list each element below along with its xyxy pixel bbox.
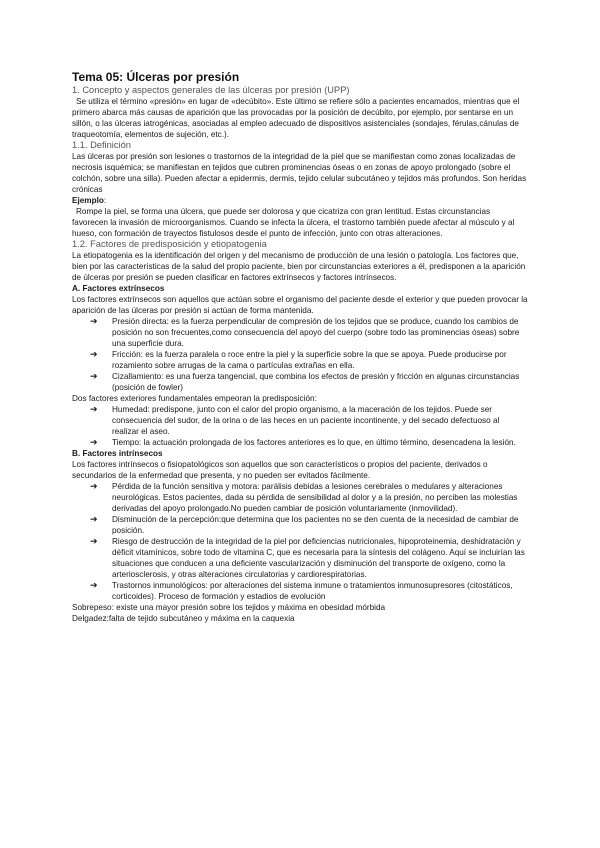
list-item-text: Trastornos inmunológicos: por alteraciones del sistema inmune o tratamientos inmunosupresores (citostáticos, corticoides). Proceso de formación y estadios de evolución: [112, 581, 513, 601]
list-item-text: Disminución de la percepción:que determina que los pacientes no se den cuenta de la necesidad de cambiar de posición.: [112, 515, 519, 535]
definition-paragraph: Las úlceras por presión son lesiones o trastornos de la integridad de la piel que se manifiestan como zonas localizadas de necrosis isquémica; se manifiestan en tejidos que cubren prominencias óseas o en zonas de apoyo prolongado (sobre el colchón, sobre una silla). Pueden afectar a epidermis, dermis, tejido celular subcutáneo y tejidos más profundos. Son heridas crónicas: [72, 152, 527, 194]
arrow-icon: ➔: [90, 580, 98, 590]
sobrepeso-line: Sobrepeso: existe una mayor presión sobre los tejidos y máxima en obesidad mórbida: [72, 603, 386, 612]
extrinsic-list: [72, 316, 528, 393]
intrinsic-list: [72, 481, 528, 602]
list-item: [90, 580, 528, 602]
list-item-text: Tiempo: la actuación prolongada de los factores anteriores es lo que, en último término, desencadena la lesión.: [112, 438, 516, 447]
example-label-line: [72, 195, 528, 206]
etiopathogenesis-paragraph: La etiopatogenia es la identificación del origen y del mecanismo de producción de una lesión o patología. Los factores que, bien por las características de la salud del propio paciente, bien por circunstancias exteriores a él, predisponen a la aparición de úlceras por presión se pueden clasificar en factores extrínsecos y factores intrínsecos.: [72, 251, 526, 282]
section-heading: 1. Concepto y aspectos generales de las úlceras por presión (UPP): [72, 85, 350, 95]
arrow-icon: ➔: [90, 316, 98, 326]
list-item: [90, 316, 528, 349]
arrow-icon: ➔: [90, 481, 98, 491]
list-item-text: Presión directa: es la fuerza perpendicular de compresión de los tejidos que se produce, cuando los cambios de posición no son frecuentes,como consecuencia del apoyo del cuerpo (sobre todo las prominencias óseas) sobre una superficie dura.: [112, 317, 520, 348]
extrinsic-heading: A. Factores extrínsecos: [72, 284, 165, 293]
list-item-text: Riesgo de destrucción de la integridad de la piel por deficiencias nutricionales, hipoproteinemia, deshidratación y déficit vitamínicos, sobre todo de vitamina C, que es necesaria para la síntesis del colágeno. Aquí se incluirían las situaciones que conducen a una deficiente vascularización y disminución del transporte de oxígeno, como la arteriosclerosis, y otras alteraciones circulatorias y cardiorespiratorias.: [112, 537, 525, 579]
example-colon: :: [103, 196, 107, 205]
arrow-icon: ➔: [90, 371, 98, 381]
exterior-factors-paragraph: Dos factores exteriores fundamentales empeoran la predisposición:: [72, 394, 317, 403]
exterior-factors-list: [72, 404, 528, 448]
list-item-text: Pérdida de la función sensitiva y motora: parálisis debidas a lesiones cerebrales o medulares y alteraciones neurológicas. Estos pacientes, dada su pérdida de sensibilidad al dolor y a la presión, no perciben las molestias derivadas del apoyo prolongado.No pueden cambiar de posición voluntariamente (inmovilidad).: [112, 482, 518, 513]
list-item: [90, 536, 528, 580]
intro-paragraph: Se utiliza el término «presión» en lugar de «decúbito». Este último se refiere sólo a pacientes encamados, mientras que el primero abarca más causas de aparición que las provocadas por la posición de decúbito, por ejemplo, por sentarse en un sillón, o las úlceras iatrogénicas, asociadas al empleo adecuado de dispositivos asistenciales (sondajes, férulas,cánulas de traqueotomía, elementos de sujeción, etc.).: [72, 97, 520, 139]
list-item: [90, 404, 528, 437]
list-item-text: Fricción: es la fuerza paralela o roce entre la piel y la superficie sobre la que se apoya. Puede producirse por rozamiento sobre arrugas de la cama o partículas extrañas en ella.: [112, 350, 507, 370]
example-paragraph: Rompe la piel, se forma una úlcera, que puede ser dolorosa y que cicatriza con gran lentitud. Estas circunstancias favorecen la invasión de microorganismos. Cuando se infecta la úlcera, el trastorno también puede afectar al músculo y al hueso, con formación de trayectos fistulosos desde el punto de infección, junto con otras alteraciones.: [72, 207, 515, 238]
arrow-icon: ➔: [90, 349, 98, 359]
intrinsic-heading: B. Factores intrínsecos: [72, 449, 163, 458]
list-item-text: Cizallamiento: es una fuerza tangencial, que combina los efectos de presión y fricción en algunas circunstancias (posición de fowler): [112, 372, 520, 392]
arrow-icon: ➔: [90, 437, 98, 447]
list-item: [90, 437, 528, 448]
page-title: Tema 05: Úlceras por presión: [72, 70, 240, 84]
example-label: Ejemplo: [72, 196, 104, 205]
arrow-icon: ➔: [90, 536, 98, 546]
arrow-icon: ➔: [90, 404, 98, 414]
list-item: [90, 349, 528, 371]
subsection-heading-definition: 1.1. Definición: [72, 140, 131, 150]
list-item: [90, 514, 528, 536]
delgadez-line: Delgadez:falta de tejido subcutáneo y máxima en la caquexia: [72, 614, 295, 623]
list-item-text: Humedad: predispone, junto con el calor del propio organismo, a la maceración de los tejidos. Puede ser consecuencia del sudor, de la orina o de las heces en un paciente incontinente, y del secado defectuoso al realizar el aseo.: [112, 405, 500, 436]
intrinsic-paragraph: Los factores intrínsecos o fisiopatológicos son aquellos que son característicos o propios del paciente, derivados o secundarios de la enfermedad que presenta, y no pueden ser evitados fácilmente.: [72, 460, 488, 480]
list-item: [90, 481, 528, 514]
list-item: [90, 371, 528, 393]
arrow-icon: ➔: [90, 514, 98, 524]
extrinsic-paragraph: Los factores extrínsecos son aquellos que actúan sobre el organismo del paciente desde el exterior y que pueden provocar la aparición de las úlceras por presión si actúan de forma mantenida.: [72, 295, 528, 315]
subsection-heading-factors: 1.2. Factores de predisposición y etiopatogenia: [72, 239, 267, 249]
